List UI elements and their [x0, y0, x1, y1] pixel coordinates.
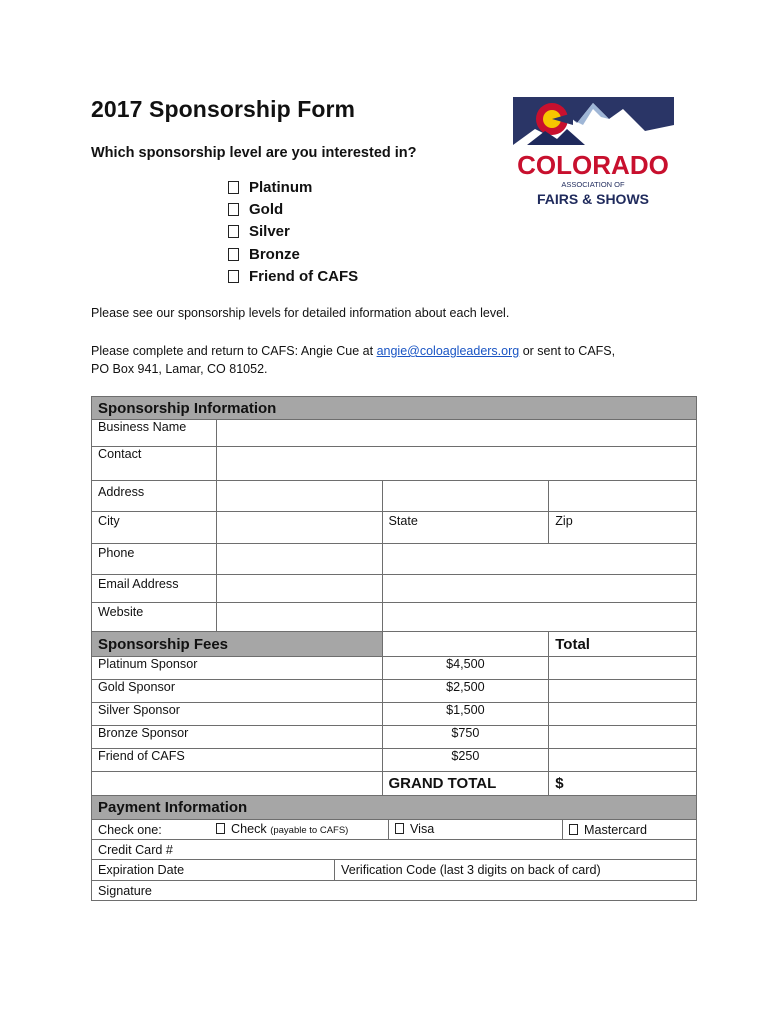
- checkbox[interactable]: [228, 225, 239, 238]
- svg-text:ASSOCIATION OF: ASSOCIATION OF: [561, 180, 625, 189]
- section-header: Payment Information: [92, 796, 697, 820]
- sponsorship-table: [91, 396, 697, 901]
- fee-label: Silver Sponsor: [92, 703, 383, 726]
- credit-card-field[interactable]: Credit Card #: [92, 840, 697, 860]
- pay-check-option[interactable]: Check (payable to CAFS): [210, 820, 389, 839]
- checkbox[interactable]: [569, 824, 578, 835]
- info-paragraph: Please see our sponsorship levels for detailed information about each level.: [91, 306, 510, 320]
- checkbox[interactable]: [216, 823, 225, 834]
- level-options: [228, 176, 358, 287]
- field-label: Website: [92, 603, 217, 632]
- email-field[interactable]: [216, 575, 382, 603]
- email-link[interactable]: angie@coloagleaders.org: [376, 344, 520, 358]
- pay-visa-option[interactable]: Visa: [389, 820, 563, 839]
- contact-field[interactable]: [216, 447, 696, 481]
- checkbox[interactable]: [228, 270, 239, 283]
- pay-mastercard-option[interactable]: Mastercard: [563, 823, 647, 837]
- field-label: Business Name: [92, 420, 217, 447]
- fee-amount: $250: [382, 749, 549, 772]
- field-label: Email Address: [92, 575, 217, 603]
- level-option[interactable]: Silver: [228, 221, 358, 243]
- fee-total-field[interactable]: [549, 749, 697, 772]
- fee-amount: $2,500: [382, 680, 549, 703]
- checkbox[interactable]: [228, 248, 239, 261]
- section-header: Sponsorship Information: [92, 397, 697, 420]
- total-header: Total: [549, 632, 697, 657]
- grand-total-label: GRAND TOTAL: [382, 772, 549, 796]
- grand-total-field[interactable]: $: [549, 772, 697, 796]
- checkbox[interactable]: [228, 181, 239, 194]
- fee-amount: $4,500: [382, 657, 549, 680]
- section-header: Sponsorship Fees: [92, 632, 383, 657]
- address-field[interactable]: [216, 481, 382, 512]
- state-field[interactable]: State: [382, 512, 549, 544]
- check-one-label: Check one:: [98, 822, 162, 837]
- page-title: 2017 Sponsorship Form: [91, 96, 356, 122]
- field-label: City: [92, 512, 217, 544]
- fee-total-field[interactable]: [549, 657, 697, 680]
- city-field[interactable]: [216, 512, 382, 544]
- phone-field[interactable]: [216, 544, 382, 575]
- fee-label: Bronze Sponsor: [92, 726, 383, 749]
- fee-label: Platinum Sponsor: [92, 657, 383, 680]
- cafs-logo: [505, 95, 683, 211]
- svg-text:FAIRS & SHOWS: FAIRS & SHOWS: [536, 191, 650, 207]
- business-name-field[interactable]: [216, 420, 696, 447]
- field-label: Address: [92, 481, 217, 512]
- website-field[interactable]: [216, 603, 382, 632]
- level-option[interactable]: Friend of CAFS: [228, 265, 358, 287]
- fee-total-field[interactable]: [549, 726, 697, 749]
- zip-field[interactable]: Zip: [549, 512, 697, 544]
- level-option[interactable]: Platinum: [228, 176, 358, 198]
- checkbox[interactable]: [228, 203, 239, 216]
- fee-label: Gold Sponsor: [92, 680, 383, 703]
- fee-amount: $750: [382, 726, 549, 749]
- fee-amount: $1,500: [382, 703, 549, 726]
- fee-label: Friend of CAFS: [92, 749, 383, 772]
- return-instructions: Please complete and return to CAFS: Angie Cue at angie@coloagleaders.org or sent to CAFS, PO Box 941, Lamar, CO 81052.: [91, 344, 616, 376]
- interest-question: Which sponsorship level are you interested in?: [91, 145, 417, 161]
- field-label: Contact: [92, 447, 217, 481]
- expiration-field[interactable]: Expiration Date: [92, 860, 335, 880]
- fee-total-field[interactable]: [549, 703, 697, 726]
- level-option[interactable]: Bronze: [228, 243, 358, 265]
- signature-field[interactable]: Signature: [92, 881, 697, 901]
- verification-field[interactable]: Verification Code (last 3 digits on back of card): [341, 863, 601, 877]
- level-option[interactable]: Gold: [228, 198, 358, 220]
- checkbox[interactable]: [395, 823, 404, 834]
- svg-text:COLORADO: COLORADO: [517, 150, 669, 180]
- field-label: Phone: [92, 544, 217, 575]
- fee-total-field[interactable]: [549, 680, 697, 703]
